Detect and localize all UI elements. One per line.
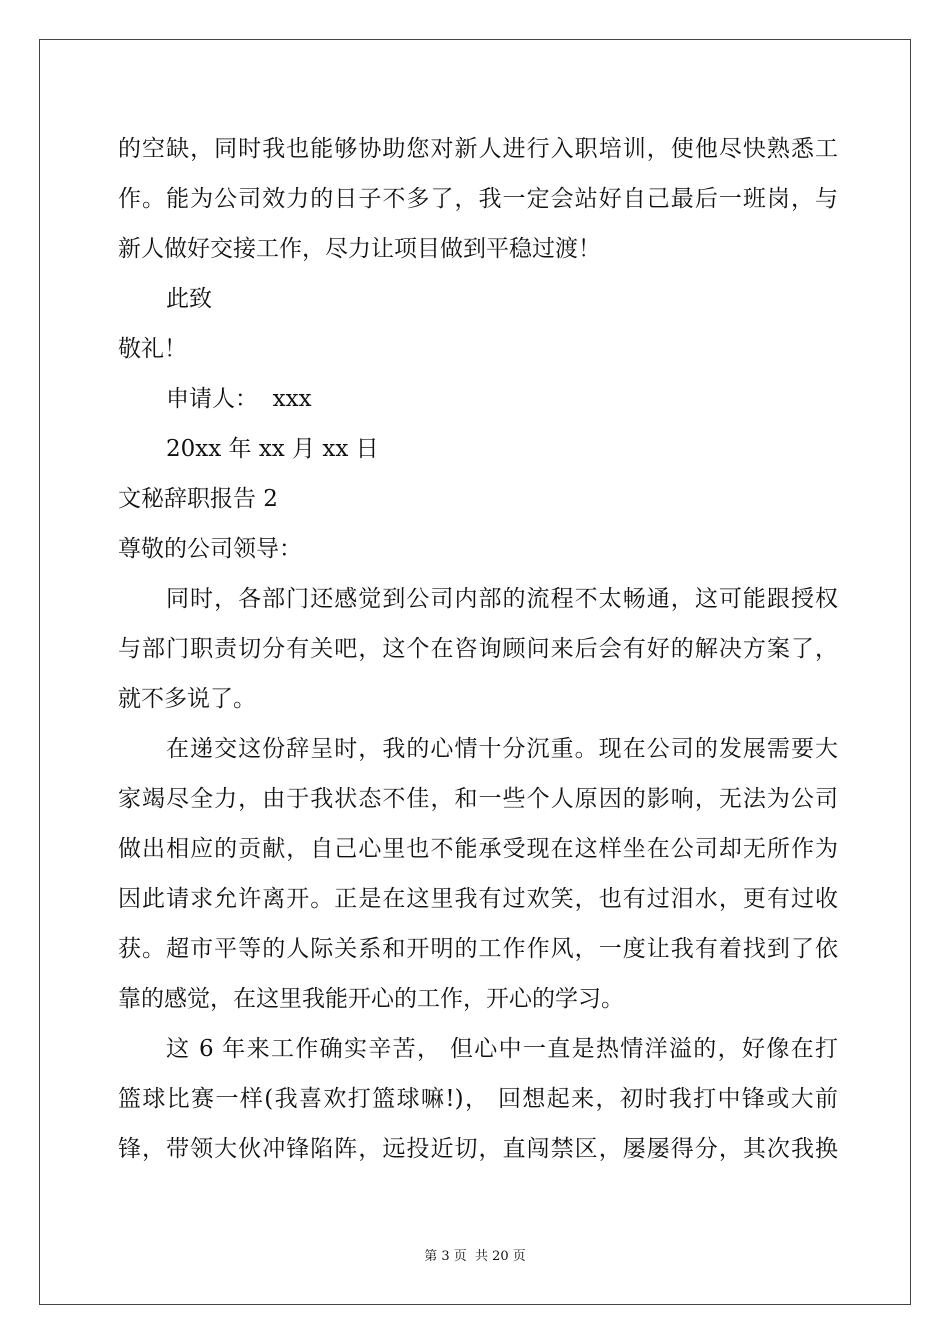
text-line: 在递交这份辞呈时，我的心情十分沉重。现在公司的发展需要大 <box>166 736 838 762</box>
text-line: 因此请求允许离开。正是在这里我有过欢笑，也有过泪水，更有过收 <box>118 886 838 912</box>
text-line: 就不多说了。 <box>118 686 256 712</box>
text-line: 靠的感觉，在这里我能开心的工作，开心的学习。 <box>118 986 624 1012</box>
page-number: 第 3 页 <box>424 1249 467 1264</box>
text-line: 锋，带领大伙冲锋陷阵，远投近切，直闯禁区，屡屡得分，其次我换 <box>118 1136 838 1162</box>
text-line: 与部门职责切分有关吧，这个在咨询顾问来后会有好的解决方案了， <box>118 636 838 662</box>
text-line: 这 6 年来工作确实辛苦， 但心中一直是热情洋溢的，好像在打 <box>166 1036 838 1062</box>
text-line: 的空缺，同时我也能够协助您对新人进行入职培训，使他尽快熟悉工 <box>118 136 838 162</box>
page-border <box>39 39 911 1305</box>
applicant-signature: 申请人： xxx <box>166 386 312 412</box>
text-line: 家竭尽全力，由于我状态不佳，和一些个人原因的影响，无法为公司 <box>118 786 838 812</box>
total-pages: 共 20 页 <box>474 1249 526 1264</box>
text-line: 同时，各部门还感觉到公司内部的流程不太畅通，这可能跟授权 <box>166 586 838 612</box>
page-footer <box>0 1245 950 1264</box>
text-line: 获。超市平等的人际关系和开明的工作作风，一度让我有着找到了依 <box>118 936 838 962</box>
section-title: 文秘辞职报告 2 <box>118 486 278 512</box>
text-line: 新人做好交接工作，尽力让项目做到平稳过渡！ <box>118 236 601 262</box>
closing-salutation: 此致 <box>166 286 212 312</box>
letter-greeting: 尊敬的公司领导： <box>118 536 302 562</box>
text-line: 作。能为公司效力的日子不多了，我一定会站好自己最后一班岗，与 <box>118 186 838 212</box>
closing-regards: 敬礼！ <box>118 336 187 362</box>
date-line: 20xx 年 xx 月 xx 日 <box>166 436 379 462</box>
text-line: 做出相应的贡献，自己心里也不能承受现在这样坐在公司却无所作为 <box>118 836 838 862</box>
text-line: 篮球比赛一样(我喜欢打篮球嘛!)， 回想起来，初时我打中锋或大前 <box>118 1086 838 1112</box>
